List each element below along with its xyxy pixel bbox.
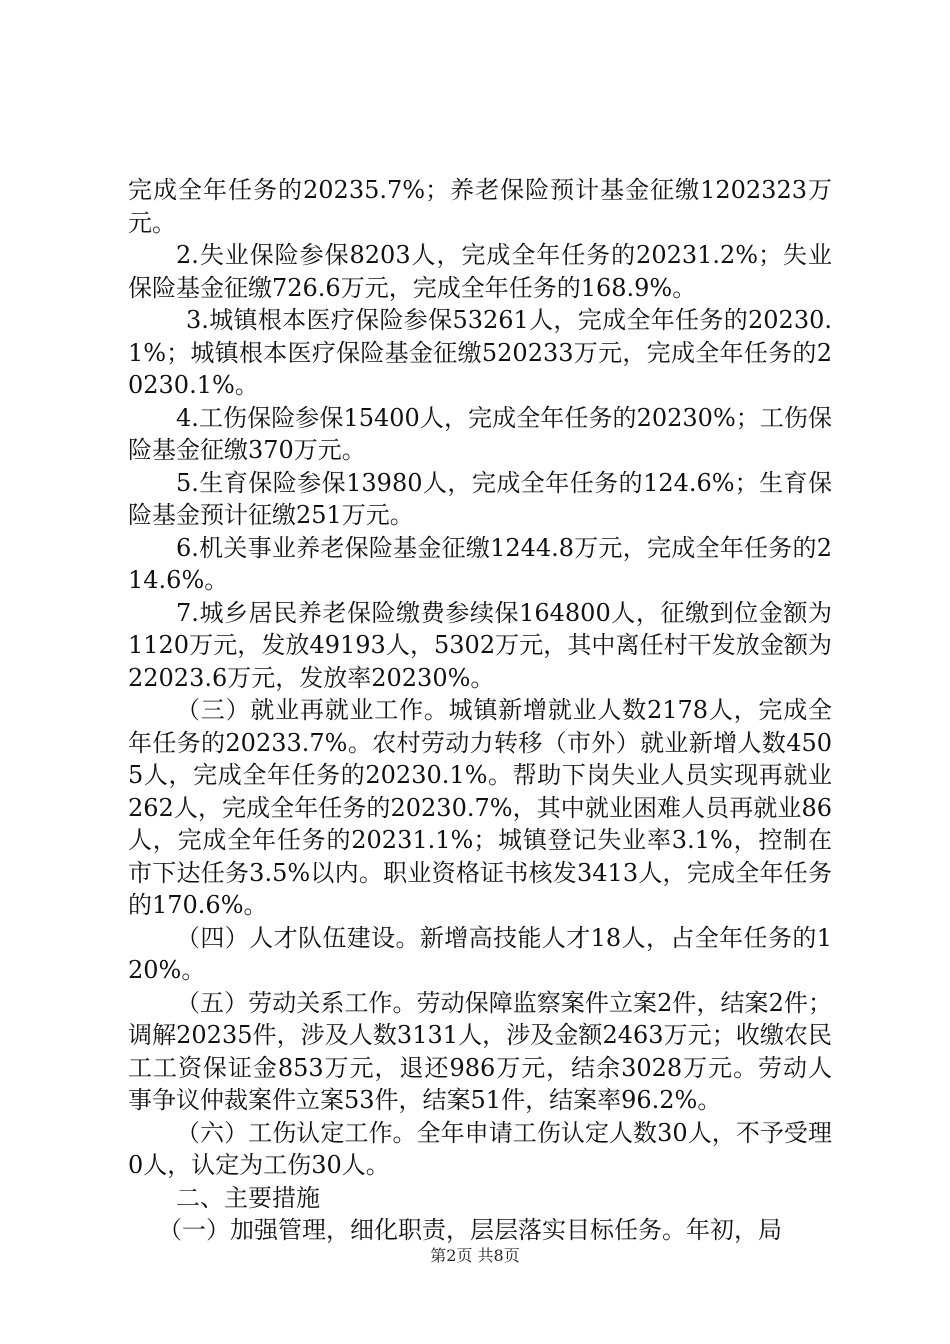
paragraph-institution-pension: 6.机关事业养老保险基金征缴1244.8万元，完成全年任务的214.6%。	[128, 533, 832, 594]
paragraph-injury-insurance: 4.工伤保险参保15400人，完成全年任务的20230%；工伤保险基金征缴370万元。	[128, 403, 832, 464]
paragraph-continuation: 完成全年任务的20235.7%；养老保险预计基金征缴1202323万元。	[128, 176, 832, 237]
paragraph-employment: （三）就业再就业工作。城镇新增就业人数2178人，完成全年任务的20233.7%。农村劳动力转移（市外）就业新增人数4505人，完成全年任务的20230.1%。帮助下岗失业人员实现再就业262人，完成全年任务的20230.7%，其中就业困难人员再就业86人，完成全年任务的20231.1%；城镇登记失业率3.1%，控制在市下达任务3.5%以内。职业资格证书核发3413人，完成全年任务的170.6%。	[128, 696, 832, 919]
paragraph-measures-first: （一）加强管理，细化职责，层层落实目标任务。年初，局	[158, 1216, 782, 1244]
section-heading-measures: 二、主要措施	[176, 1183, 320, 1212]
document-body	[128, 174, 832, 1247]
paragraph-unemployment-insurance: 2.失业保险参保8203人，完成全年任务的20231.2%；失业保险基金征缴726.6万元，完成全年任务的168.9%。	[128, 241, 832, 302]
paragraph-injury-recognition: （六）工伤认定工作。全年申请工伤认定人数30人，不予受理0人，认定为工伤30人。	[128, 1118, 832, 1179]
paragraph-maternity-insurance: 5.生育保险参保13980人，完成全年任务的124.6%；生育保险基金预计征缴251万元。	[128, 468, 832, 529]
paragraph-resident-pension: 7.城乡居民养老保险缴费参续保164800人，征缴到位金额为1120万元，发放49193人，5302万元，其中离任村干发放金额为22023.6万元，发放率20230%。	[128, 598, 832, 692]
paragraph-talent: （四）人才队伍建设。新增高技能人才18人，占全年任务的120%。	[128, 923, 832, 984]
page-footer: 第2页 共8页	[430, 1246, 520, 1265]
paragraph-medical-insurance: 3.城镇根本医疗保险参保53261人，完成全年任务的20230.1%；城镇根本医疗保险基金征缴520233万元，完成全年任务的20230.1%。	[128, 306, 832, 399]
paragraph-labor-relations: （五）劳动关系工作。劳动保障监察案件立案2件，结案2件；调解20235件，涉及人数3131人，涉及金额2463万元；收缴农民工工资保证金853万元，退还986万元，结余3028万元。劳动人事争议仲裁案件立案53件，结案51件，结案率96.2%。	[128, 988, 832, 1114]
